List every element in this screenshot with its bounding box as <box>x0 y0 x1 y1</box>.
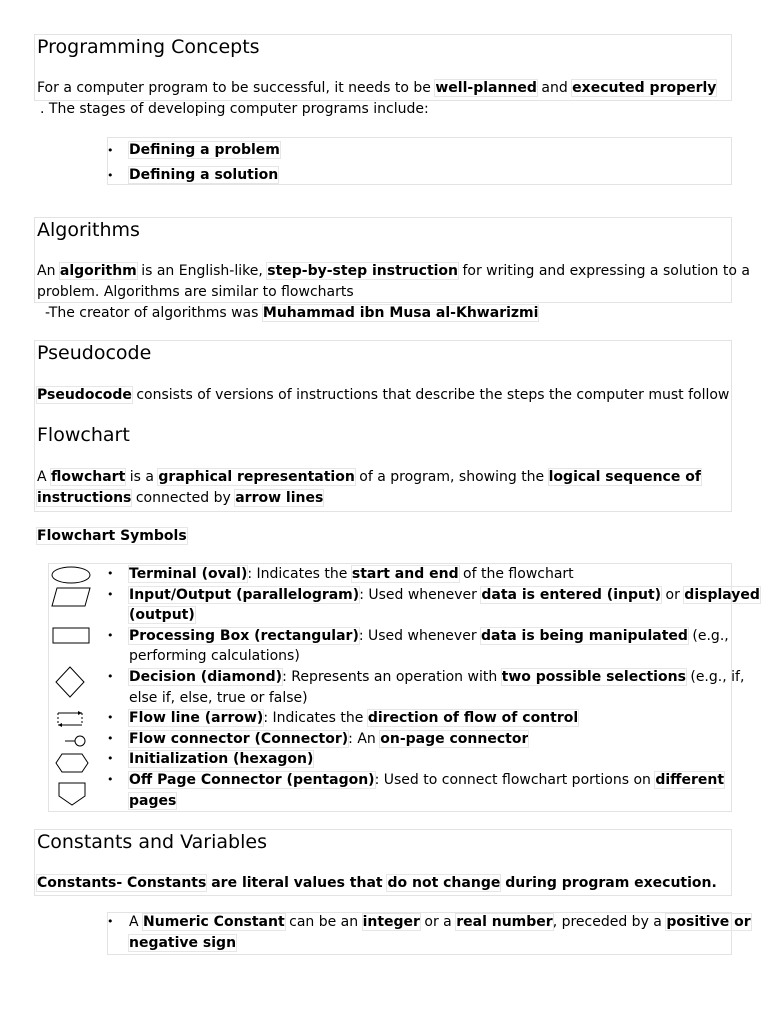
text: A <box>37 469 52 485</box>
bold-text: Defining a solution <box>129 167 279 183</box>
text: performing calculations) <box>129 648 300 665</box>
text: : Represents an operation with <box>282 668 502 685</box>
flowchart-symbols-heading <box>37 526 187 547</box>
flowchart-symbols-list <box>107 564 760 811</box>
bold-text: integer <box>362 914 420 930</box>
bold-text: on-page connector <box>380 730 529 747</box>
list-item <box>107 770 760 811</box>
bold-text: that <box>344 875 388 891</box>
text: An <box>37 263 60 279</box>
bold-text: data is being manipulated <box>481 627 688 644</box>
stages-list <box>107 138 280 188</box>
oval-icon <box>50 565 92 585</box>
bold-text: pages <box>129 792 177 809</box>
text: A <box>129 914 144 930</box>
bold-text: during program execution. <box>500 875 717 891</box>
text: (e.g., if, <box>685 668 745 685</box>
flowchart-heading: Flowchart <box>37 424 130 446</box>
text: : Indicates the <box>263 710 368 727</box>
text: : Indicates the <box>247 566 352 582</box>
hexagon-icon <box>54 752 90 774</box>
bold-text: Defining a problem <box>129 142 280 158</box>
bold-text: flowchart <box>51 469 126 485</box>
connector-icon <box>60 733 90 749</box>
list-item <box>107 667 760 708</box>
text: or <box>661 586 685 603</box>
text: is an English-like, <box>136 263 268 279</box>
parallelogram-icon <box>50 586 92 608</box>
text: : Used whenever <box>359 586 482 603</box>
text: is a <box>125 469 159 485</box>
list-item <box>107 729 760 750</box>
bold-text: Flow line (arrow) <box>129 710 264 727</box>
bold-text: Pseudocode <box>37 387 132 403</box>
programming-concepts-heading: Programming Concepts <box>37 36 260 58</box>
bold-text: well-planned <box>435 80 537 96</box>
bold-text: algorithm <box>59 263 137 279</box>
bold-text: positive or <box>666 914 751 930</box>
pentagon-icon <box>56 780 88 808</box>
text: or a <box>419 914 457 930</box>
text: and <box>536 80 573 96</box>
text: For a computer program to be successful, it needs to be <box>37 80 436 96</box>
bold-text: Off Page Connector (pentagon) <box>129 771 375 788</box>
bold-text: do not change <box>387 875 501 891</box>
list-item <box>107 163 280 188</box>
bold-text: start and end <box>351 566 459 582</box>
bold-text: Initialization (hexagon) <box>129 751 314 768</box>
text: problem. Algorithms are similar to flowcharts <box>37 284 354 300</box>
bold-text: Muhammad ibn Musa al-Khwarizmi <box>262 305 539 321</box>
text: can be an <box>284 914 363 930</box>
algorithms-line1 <box>37 261 750 282</box>
text: -The creator of algorithms was <box>45 305 263 321</box>
text: (e.g., <box>687 627 729 644</box>
text: else if, else, true or false) <box>129 689 308 706</box>
bold-text: real number <box>456 914 553 930</box>
bold-text: instructions <box>37 490 132 506</box>
flowchart-line2 <box>37 488 323 509</box>
text: of the flowchart <box>458 566 574 582</box>
bold-text: different <box>655 771 725 788</box>
bold-text: are literal values <box>206 875 345 891</box>
list-item <box>107 626 760 667</box>
bold-text: arrow lines <box>235 490 324 506</box>
bold-text: Decision (diamond) <box>129 668 283 685</box>
list-item <box>107 585 760 626</box>
bold-text: two possible selections <box>501 668 686 685</box>
text: . The stages of developing computer programs include: <box>40 101 429 117</box>
text: : Used whenever <box>358 627 482 644</box>
bold-text: Input/Output (parallelogram) <box>129 586 360 603</box>
bold-text: (output) <box>129 607 195 624</box>
list-item <box>107 708 760 729</box>
bold-text: Terminal (oval) <box>129 566 248 582</box>
arrow-icon <box>52 708 88 730</box>
pseudocode-heading: Pseudocode <box>37 342 152 364</box>
programming-intro-line2 <box>40 99 429 120</box>
rectangle-icon <box>50 626 92 646</box>
text: for writing and expressing a solution to a <box>458 263 750 279</box>
algorithms-heading: Algorithms <box>37 219 140 241</box>
list-item <box>107 138 280 163</box>
text: connected by <box>131 490 236 506</box>
bold-text: Numeric Constant <box>143 914 285 930</box>
algorithms-line2 <box>37 282 354 303</box>
bold-text: graphical representation <box>158 469 355 485</box>
programming-intro-line1 <box>37 78 716 99</box>
constants-heading: Constants and Variables <box>37 831 267 853</box>
text: : Used to connect flowchart portions on <box>374 771 656 788</box>
bold-text: displayed <box>684 586 760 603</box>
bold-text: direction of flow of control <box>367 710 579 727</box>
bold-text: Processing Box (rectangular) <box>129 627 359 644</box>
flowchart-line1 <box>37 467 701 488</box>
list-item <box>107 912 751 953</box>
diamond-icon <box>52 664 88 700</box>
bold-text: Flowchart Symbols <box>37 528 187 544</box>
text: : An <box>348 730 381 747</box>
bold-text: step-by-step instruction <box>267 263 459 279</box>
bold-text: negative sign <box>129 934 237 951</box>
text: consists of versions of instructions that describe the steps the computer must follow <box>131 387 730 403</box>
bold-text: Constants- Constants <box>37 875 207 891</box>
algorithms-creator <box>45 303 538 324</box>
pseudocode-text <box>37 385 729 406</box>
bold-text: data is entered (input) <box>481 586 662 603</box>
bold-text: logical sequence of <box>548 469 701 485</box>
text: of a program, showing the <box>354 469 549 485</box>
constants-text <box>37 873 717 894</box>
text: , preceded by a <box>552 914 667 930</box>
bold-text: executed properly <box>572 80 717 96</box>
list-item <box>107 749 760 770</box>
bold-text: Flow connector (Connector) <box>129 730 349 747</box>
list-item <box>107 564 760 585</box>
constants-list <box>107 912 751 953</box>
